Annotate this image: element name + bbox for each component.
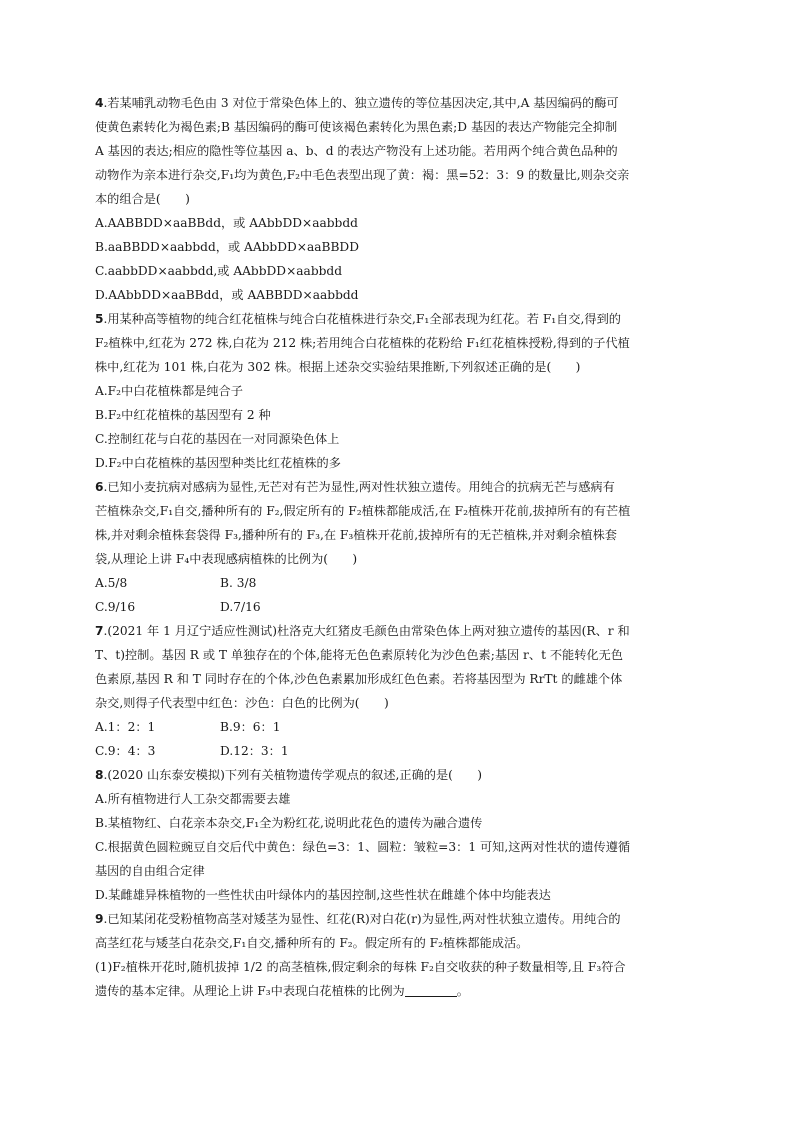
question-8 xyxy=(95,763,707,907)
option-b: B.aaBBDD×aabbdd，或 AAbbDD×aaBBDD xyxy=(95,240,359,254)
option-b: B.某植物红、白花亲本杂交,F₁全为粉红花,说明此花色的遗传为融合遗传 xyxy=(95,816,483,830)
question-number: 4 xyxy=(95,96,104,110)
option-c: C.9/16 xyxy=(95,600,136,614)
sub-question-1-continued: 遗传的基本定律。从理论上讲 F₃中表现白花植株的比例为 。 xyxy=(95,984,469,998)
question-stem-line: A 基因的表达;相应的隐性等位基因 a、b、d 的表达产物没有上述功能。若用两个纯合黄色品种的 xyxy=(95,144,618,158)
option-row xyxy=(95,739,707,763)
option-row xyxy=(95,595,707,619)
question-stem-line: T、t)控制。基因 R 或 T 单独存在的个体,能将无色色素原转化为沙色色素;基因 r、t 不能转化无色 xyxy=(95,648,623,662)
question-stem-line: 动物作为亲本进行杂交,F₁均为黄色,F₂中毛色表型出现了黄：褐：黑=52：3：9 的数量比,则杂交亲 xyxy=(95,168,630,182)
question-stem-line: 株,并对剩余植株套袋得 F₃,播种所有的 F₃,在 F₃植株开花前,拔掉所有的无芒植株,并对剩余植株套 xyxy=(95,528,617,542)
question-number: 7 xyxy=(95,624,104,638)
question-stem-line: 本的组合是( ) xyxy=(95,192,190,206)
question-stem-line: 芒植株杂交,F₁自交,播种所有的 F₂,假定所有的 F₂植株都能成活,在 F₂植株开花前,拔掉所有的有芒植 xyxy=(95,504,631,518)
option-a: A.所有植物进行人工杂交都需要去雄 xyxy=(95,792,291,806)
option-d: D.某雌雄异株植物的一些性状由叶绿体内的基因控制,这些性状在雌雄个体中均能表达 xyxy=(95,888,551,902)
option-c: C.控制红花与白花的基因在一对同源染色体上 xyxy=(95,432,340,446)
question-stem-line: 杂交,则得子代表型中红色：沙色：白色的比例为( ) xyxy=(95,696,389,710)
option-c: C.aabbDD×aabbdd,或 AAbbDD×aabbdd xyxy=(95,264,343,278)
question-stem-line: F₂植株中,红花为 272 株,白花为 212 株;若用纯合白花植株的花粉给 F₁红花植株授粉,得到的子代植 xyxy=(95,336,630,350)
option-d: D.AAbbDD×aaBBdd，或 AABBDD×aabbdd xyxy=(95,288,359,302)
question-stem-line: 4.若某哺乳动物毛色由 3 对位于常染色体上的、独立遗传的等位基因决定,其中,A 基因编码的酶可 xyxy=(95,96,619,110)
question-6 xyxy=(95,475,707,619)
option-b: B.F₂中红花植株的基因型有 2 种 xyxy=(95,408,271,422)
question-stem-line: 袋,从理论上讲 F₄中表现感病植株的比例为( ) xyxy=(95,552,358,566)
question-stem-line: 8.(2020 山东泰安模拟)下列有关植物遗传学观点的叙述,正确的是( ) xyxy=(95,768,483,782)
question-stem-line: 使黄色素转化为褐色素;B 基因编码的酶可使该褐色素转化为黑色素;D 基因的表达产物能完全抑制 xyxy=(95,120,618,134)
option-d: D.12：3：1 xyxy=(220,744,289,758)
question-stem-line: 株中,红花为 101 株,白花为 302 株。根据上述杂交实验结果推断,下列叙述正确的是( ) xyxy=(95,360,581,374)
question-number: 9 xyxy=(95,912,104,926)
option-row xyxy=(95,715,707,739)
question-number: 6 xyxy=(95,480,104,494)
question-stem-line: 色素原,基因 R 和 T 同时存在的个体,沙色色素累加形成红色色素。若将基因型为 RrTt 的雌雄个体 xyxy=(95,672,623,686)
option-b: B.9：6：1 xyxy=(220,720,281,734)
option-b: B. 3/8 xyxy=(220,576,257,590)
option-a: A.F₂中白花植株都是纯合子 xyxy=(95,384,243,398)
question-stem-line: 9.已知某闭花受粉植物高茎对矮茎为显性、红花(R)对白花(r)为显性,两对性状独立遗传。用纯合的 xyxy=(95,912,621,926)
option-a: A.1：2：1 xyxy=(95,720,156,734)
question-stem-line: 5.用某种高等植物的纯合红花植株与纯合白花植株进行杂交,F₁全部表现为红花。若 F₁自交,得到的 xyxy=(95,312,621,326)
question-5 xyxy=(95,307,707,475)
option-c: C.根据黄色圆粒豌豆自交后代中黄色：绿色=3：1、圆粒：皱粒=3：1 可知,这两对性状的遗传遵循 xyxy=(95,840,631,854)
option-d: D.7/16 xyxy=(220,600,261,614)
option-d: D.F₂中白花植株的基因型种类比红花植株的多 xyxy=(95,456,341,470)
option-c-continued: 基因的自由组合定律 xyxy=(95,864,205,878)
sub-question-1: (1)F₂植株开花时,随机拔掉 1/2 的高茎植株,假定剩余的每株 F₂自交收获的种子数量相等,且 F₃符合 xyxy=(95,960,626,974)
question-number: 5 xyxy=(95,312,104,326)
option-c: C.9：4：3 xyxy=(95,744,156,758)
question-stem-line: 高茎红花与矮茎白花杂交,F₁自交,播种所有的 F₂。假定所有的 F₂植株都能成活。 xyxy=(95,936,529,950)
question-stem-line: 6.已知小麦抗病对感病为显性,无芒对有芒为显性,两对性状独立遗传。用纯合的抗病无芒与感病有 xyxy=(95,480,615,494)
option-a: A.5/8 xyxy=(95,576,128,590)
question-stem-line: 7.(2021 年 1 月辽宁适应性测试)杜洛克大红猪皮毛颜色由常染色体上两对独立遗传的基因(R、r 和 xyxy=(95,624,630,638)
option-a: A.AABBDD×aaBBdd，或 AAbbDD×aabbdd xyxy=(95,216,358,230)
question-4 xyxy=(95,91,707,307)
answer-blank[interactable] xyxy=(405,982,457,997)
question-7 xyxy=(95,619,707,763)
question-number: 8 xyxy=(95,768,104,782)
question-list xyxy=(95,91,707,1003)
question-9 xyxy=(95,907,707,1003)
option-row xyxy=(95,571,707,595)
